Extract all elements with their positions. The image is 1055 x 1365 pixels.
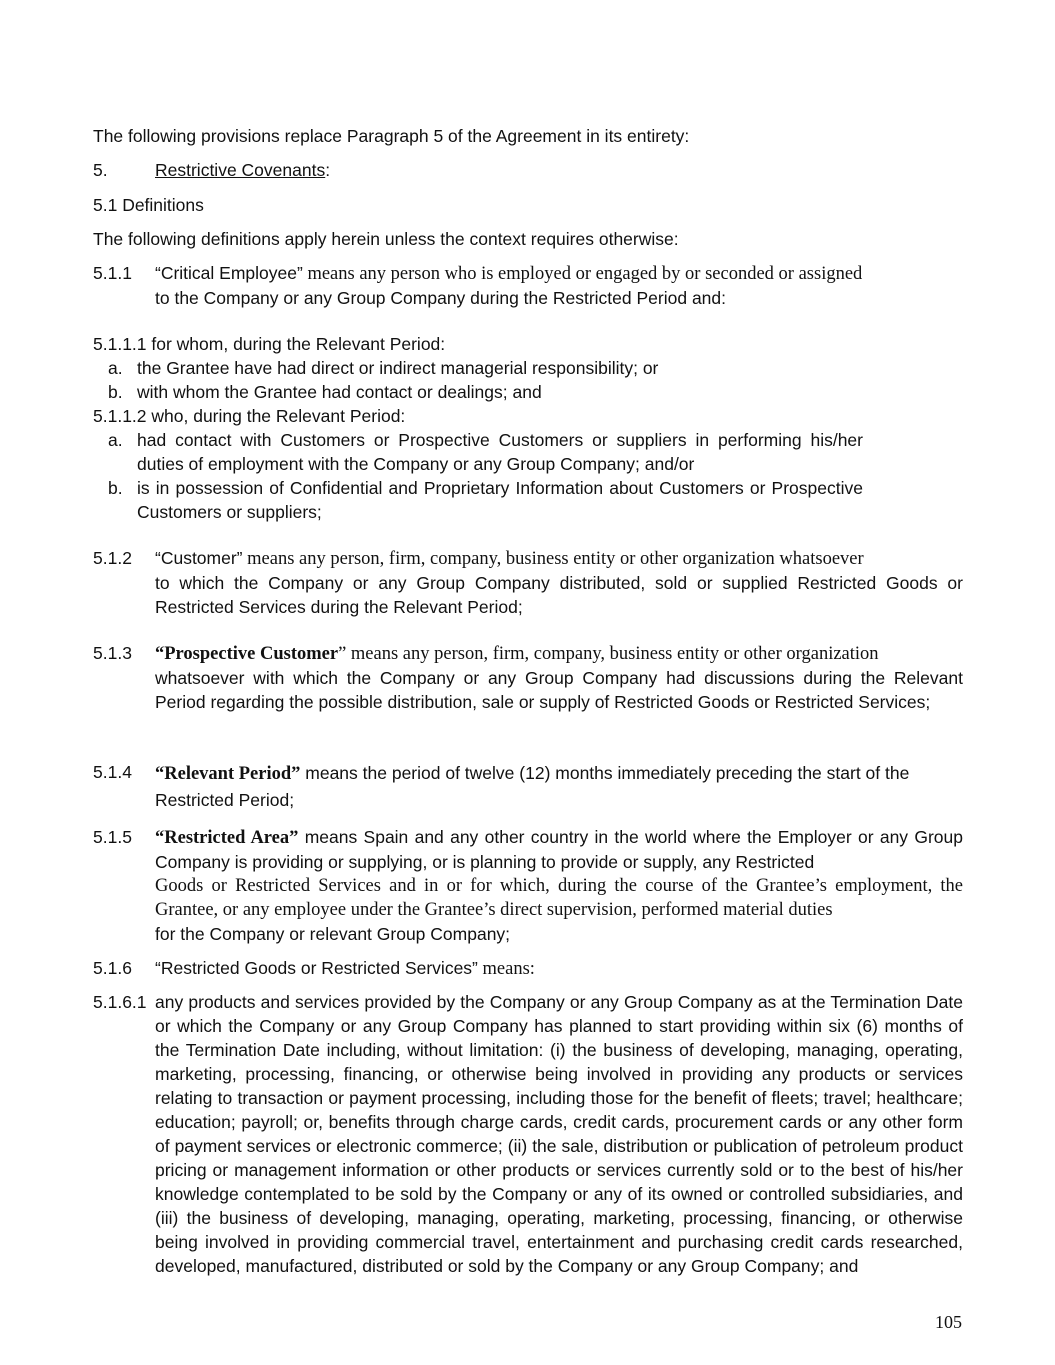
clause-number: 5.1.6 bbox=[93, 958, 132, 978]
clause-text-rest: to the Company or any Group Company during the Restricted Period and: bbox=[155, 288, 727, 308]
clause-number: 5.1.2 bbox=[93, 548, 132, 568]
clause-text-rest: to which the Company or any Group Company distributed, sold or supplied Restricted Goods or Restricted Services during the Relevant Period; bbox=[155, 573, 963, 617]
clause-text-rest: Restricted Period; bbox=[155, 790, 295, 810]
page-number: 105 bbox=[935, 1312, 962, 1332]
defined-term: “Restricted Goods or Restricted Services” bbox=[155, 958, 478, 978]
defined-term: “Critical Employee” bbox=[155, 263, 303, 283]
clause-body bbox=[155, 956, 963, 981]
clause-text: means any person, firm, company, business entity or other organization whatsoever bbox=[242, 549, 864, 569]
clause-text-rest: for the Company or relevant Group Company; bbox=[155, 924, 511, 944]
definition-5-1-5 bbox=[93, 825, 963, 947]
clause-text: means: bbox=[477, 959, 535, 979]
clause-number: 5.1.3 bbox=[93, 643, 132, 663]
clause-body: any products and services provided by the Company or any Group Company as at the Termination Date or which the Company or any Group Company has planned to start providing within six (6) months of the Termination Date including, without limitation: (i) the business of developing, managing, operating, marketing, processing, financing, or otherwise being involved in providing any products or services relating to transaction or payment processing, including those for the benefit of fleets; travel; healthcare; education; payroll; or, benefits through charge cards, credit cards, procurement cards or any other form of payment services or electronic commerce; (ii) the sale, distribution or publication of petroleum product pricing or management information or other products or services currently sold or to the best of his/her knowledge contemplated to be sold by the Company or any of its owned or controlled subsidiaries, and (iii) the business of developing, managing, operating, marketing, processing, financing, or otherwise being involved in providing commercial travel, entertainment and purchasing credit cards researched, developed, manufactured, distributed or sold by the Company or any Group Company; and bbox=[155, 992, 963, 1276]
subclause-5-1-1-2: 5.1.1.2 who, during the Relevant Period: bbox=[93, 406, 406, 426]
subclause-5-1-6-1 bbox=[93, 990, 963, 1300]
clause-number: 5.1.4 bbox=[93, 762, 132, 782]
clause-text-rest: whatsoever with which the Company or any Group Company had discussions during the Relevant Period regarding the possible distribution, sale or supply of Restricted Goods or Restricted Services; bbox=[155, 668, 963, 712]
clause-text: ” means any person, firm, company, business entity or other organization bbox=[338, 644, 879, 664]
definition-5-1-3 bbox=[93, 641, 963, 737]
subclause-5-1-1-1: 5.1.1.1 for whom, during the Relevant Period: bbox=[93, 334, 446, 354]
clause-number: 5.1.5 bbox=[93, 827, 132, 847]
definitions-heading: 5.1 Definitions bbox=[93, 195, 204, 215]
defined-term: “Relevant Period” bbox=[155, 764, 301, 784]
definition-5-1-1 bbox=[93, 261, 963, 311]
section-number: 5. bbox=[93, 160, 108, 180]
definition-5-1-4 bbox=[93, 760, 963, 812]
document-page: The following provisions replace Paragraph 5 of the Agreement in its entirety: 5. Restrictive Covenants: 5.1 Definitions The following definitions apply herein unless the context requires otherwise: 5.1.1 “Critical Employee” means any person who is employed or engaged by or seconded or assigned to the Company or any Group Company during the Restricted Period and: 5.1.1.1 for whom, during the Relevant Period: a. the Grantee have had direct or indirect managerial responsibility; or b. with whom the Grantee had contact or dealings; and 5.1.1.2 who, during the Relevant Period: a. had contact with Customers or Prospective Customers or suppliers in performing his/her duties of employment with the Company or any Group Company; and/or b. is in possession of Confidential and Proprietary Information about Customers or Prospective Customers or suppliers; 5.1.2 “Customer” means any person, firm, company, business entity or other organization whatsoever to which the Company or any Group Company distributed, sold or supplied Restricted Goods or Restricted Services during the Relevant Period; 5.1.3 “Prospective Customer” means any person, firm, company, business entity or other organization whatsoever with which the Company or any Group Company had discussions during the Relevant Period regarding the possible distribution, sale or supply of Restricted Goods or Restricted Services; 5.1.4 “Relevant Period” means the period of twelve (12) months immediately preceding the start of the Restricted Period; 5.1.5 “Restricted Area” means Spain and any other country in the world where the Employer or any Group Company is providing or supplying, or is planning to provide or supply, any Restricted Goods or Restricted Services and in or for which, during the course of the Grantee’s employment, the Grantee, or any employee under the Grantee’s direct supervision, performed material duties for the Company or relevant Group Company; 5.1.6 “Restricted Goods or Restricted Services” means: 5.1.6.1 any products and services provided by the Company or any Group Company as at the Termination Date or which the Company or any Group Company has planned to start providing within six (6) months of the Termination Date including, without limitation: (i) the business of developing, managing, operating, marketing, processing, financing, or otherwise being involved in providing any products or services relating to transaction or payment processing, including those for the benefit of fleets; travel; healthcare; education; payroll; or, benefits through charge cards, credit cards, procurement cards or any other form of payment services or electronic commerce; (ii) the sale, distribution or publication of petroleum product pricing or management information or other products or services currently sold or to the best of his/her knowledge contemplated to be sold by the Company or any of its owned or controlled subsidiaries, and (iii) the business of developing, managing, operating, marketing, processing, financing, or otherwise being involved in providing commercial travel, entertainment and purchasing credit cards researched, developed, manufactured, distributed or sold by the Company or any Group Company; and 105 bbox=[93, 126, 963, 1332]
definition-5-1-2 bbox=[93, 546, 963, 618]
intro-paragraph: The following provisions replace Paragraph 5 of the Agreement in its entirety: bbox=[93, 126, 690, 146]
defined-term: “Prospective Customer bbox=[155, 644, 339, 664]
clause-text-serif: Goods or Restricted Services and in or for which, during the course of the Grantee’s employment, the Grantee, or any employee under the Grantee’s direct supervision, performed material duties bbox=[155, 876, 963, 920]
clause-text: means the period of twelve (12) months immediately preceding the start of the bbox=[300, 763, 910, 783]
clause-body bbox=[155, 546, 963, 619]
defined-term: “Restricted Area” bbox=[155, 828, 299, 848]
clause-number: 5.1.1 bbox=[93, 263, 132, 283]
clause-text: means Spain and any other country in the world where the Employer or any Group Company is providing or supplying, or is planning to provide or supply, any Restricted bbox=[155, 827, 963, 872]
clause-body bbox=[155, 825, 963, 946]
definitions-intro: The following definitions apply herein unless the context requires otherwise: bbox=[93, 229, 679, 249]
clause-number: 5.1.6.1 bbox=[93, 992, 147, 1012]
section-title: Restrictive Covenants: bbox=[155, 160, 331, 180]
clause-text: means any person who is employed or engaged by or seconded or assigned bbox=[302, 264, 863, 284]
clause-body bbox=[155, 760, 963, 813]
clause-body bbox=[155, 261, 963, 310]
clause-body bbox=[155, 641, 963, 714]
defined-term: “Customer” bbox=[155, 548, 243, 568]
